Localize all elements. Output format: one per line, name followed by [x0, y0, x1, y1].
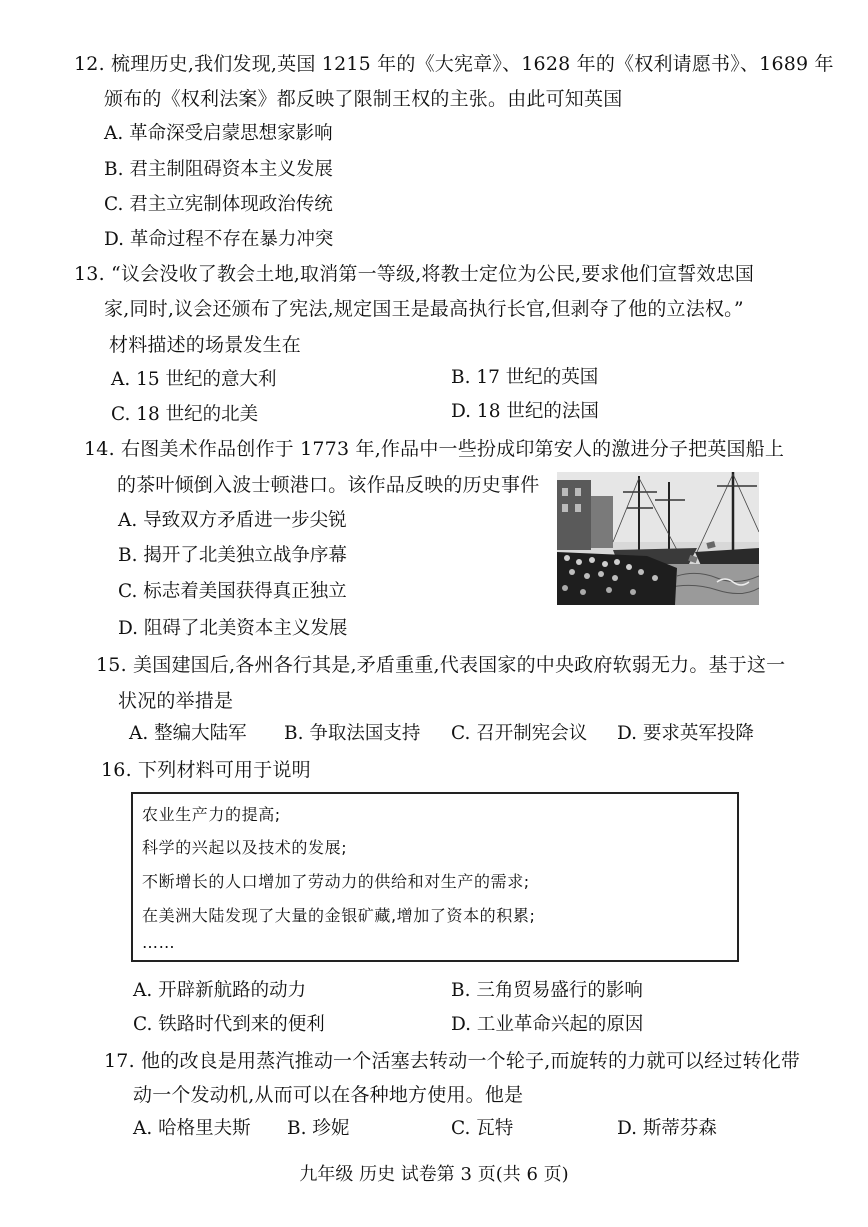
q15-option-c: C. 召开制宪会议 — [451, 723, 588, 744]
q15-option-d: D. 要求英军投降 — [617, 723, 754, 744]
q17-option-d: D. 斯蒂芬森 — [617, 1118, 717, 1139]
q14-option-c: C. 标志着美国获得真正独立 — [118, 581, 347, 602]
q16-material-line: 不断增长的人口增加了劳动力的供给和对生产的需求; — [142, 872, 530, 891]
q15-option-b: B. 争取法国支持 — [284, 723, 421, 744]
page-footer: 九年级 历史 试卷第 3 页(共 6 页) — [299, 1164, 569, 1185]
q13-stem-line2: 家,同时,议会还颁布了宪法,规定国王是最高执行长官,但剥夺了他的立法权。” — [104, 298, 744, 320]
q16-option-c: C. 铁路时代到来的便利 — [133, 1014, 325, 1035]
q16-material-line: …… — [142, 933, 176, 952]
q12-option-b: B. 君主制阻碍资本主义发展 — [104, 159, 333, 180]
q15-stem-line1: 15. 美国建国后,各州各行其是,矛盾重重,代表国家的中央政府软弱无力。基于这一 — [96, 654, 786, 676]
q12-option-c: C. 君主立宪制体现政治传统 — [104, 194, 333, 215]
q17-stem-line2: 动一个发动机,从而可以在各种地方使用。他是 — [133, 1084, 524, 1106]
q14-stem-line2: 的茶叶倾倒入波士顿港口。该作品反映的历史事件 — [117, 474, 540, 496]
q15-option-a: A. 整编大陆军 — [129, 723, 247, 744]
q13-option-c: C. 18 世纪的北美 — [111, 404, 259, 425]
q14-option-b: B. 揭开了北美独立战争序幕 — [118, 545, 347, 566]
q16-option-b: B. 三角贸易盛行的影响 — [451, 980, 643, 1001]
q16-material-line: 在美洲大陆发现了大量的金银矿藏,增加了资本的积累; — [142, 906, 536, 925]
q13-option-a: A. 15 世纪的意大利 — [111, 369, 277, 390]
q16-material-line: 农业生产力的提高; — [142, 805, 281, 824]
q17-option-a: A. 哈格里夫斯 — [133, 1118, 251, 1139]
q12-option-d: D. 革命过程不存在暴力冲突 — [104, 229, 334, 250]
q13-stem-line1: 13. “议会没收了教会土地,取消第一等级,将教士定位为公民,要求他们宣誓效忠国 — [74, 263, 755, 285]
q16-material-line: 科学的兴起以及技术的发展; — [142, 838, 348, 857]
q17-option-c: C. 瓦特 — [451, 1118, 514, 1139]
q16-option-a: A. 开辟新航路的动力 — [133, 980, 307, 1001]
q15-stem-line2: 状况的举措是 — [118, 690, 234, 712]
q12-stem-line1: 12. 梳理历史,我们发现,英国 1215 年的《大宪章》、1628 年的《权利请愿书》、1689 年 — [74, 53, 834, 75]
q16-material-box — [131, 792, 739, 962]
q17-stem-line1: 17. 他的改良是用蒸汽推动一个活塞去转动一个轮子,而旋转的力就可以经过转化带 — [104, 1050, 801, 1072]
q16-option-d: D. 工业革命兴起的原因 — [451, 1014, 644, 1035]
q13-stem-line3: 材料描述的场景发生在 — [109, 334, 302, 356]
q12-stem-line2: 颁布的《权利法案》都反映了限制王权的主张。由此可知英国 — [104, 88, 623, 110]
boston-tea-party-illustration — [557, 472, 759, 605]
q13-option-b: B. 17 世纪的英国 — [451, 367, 599, 388]
q13-option-d: D. 18 世纪的法国 — [451, 401, 599, 422]
q14-option-d: D. 阻碍了北美资本主义发展 — [118, 618, 348, 639]
q14-stem-line1: 14. 右图美术作品创作于 1773 年,作品中一些扮成印第安人的激进分子把英国船上 — [84, 438, 785, 460]
q16-stem: 16. 下列材料可用于说明 — [101, 759, 311, 781]
q12-option-a: A. 革命深受启蒙思想家影响 — [104, 123, 333, 144]
q17-option-b: B. 珍妮 — [287, 1118, 350, 1139]
q14-option-a: A. 导致双方矛盾进一步尖锐 — [118, 510, 347, 531]
